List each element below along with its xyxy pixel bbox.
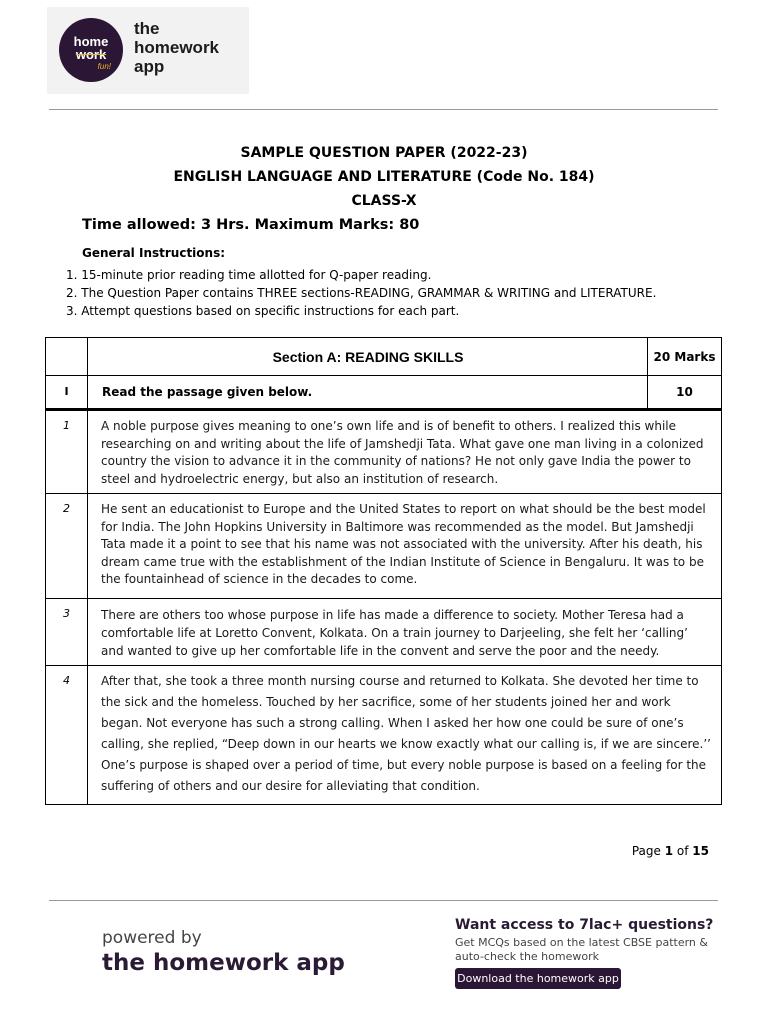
page-prefix: Page	[631, 844, 665, 858]
time-and-marks: Time allowed: 3 Hrs. Maximum Marks: 80	[82, 217, 420, 233]
footer-divider	[49, 900, 718, 901]
page-number	[632, 844, 709, 858]
paragraph-text: A noble purpose gives meaning to one’s own life and is of benefit to others. I realized this while researching on and writing about the life of Jamshedji Tata. What gave one man living in a colonized country the vision to advance it in the community of nations? He not only gave India the power to steel and hydroelectric energy, but also an institution of research.	[101, 419, 704, 486]
passage-row	[45, 599, 722, 666]
logo-line2: work	[75, 47, 107, 62]
paragraph-number: 2	[46, 494, 88, 598]
instruction-item: 2. The Question Paper contains THREE sections-READING, GRAMMAR & WRITING and LITERATURE.	[66, 286, 657, 300]
paper-class: CLASS-X	[351, 193, 417, 209]
page-of: of	[673, 844, 693, 858]
powered-by-label: powered by	[102, 928, 202, 948]
header-logo-box	[47, 7, 249, 94]
logo-line1: home	[73, 34, 109, 49]
paragraph-number: 4	[46, 666, 88, 804]
passage-row	[45, 666, 722, 805]
download-app-button[interactable]: Download the homework app	[455, 968, 621, 989]
section-marks: 20 Marks	[647, 338, 721, 375]
instructions-list	[66, 266, 656, 320]
paper-title: SAMPLE QUESTION PAPER (2022-23)	[240, 145, 528, 161]
instruction-item: 3. Attempt questions based on specific instructions for each part.	[66, 304, 460, 318]
paragraph-text: There are others too whose purpose in life has made a difference to society. Mother Teresa had a comfortable life at Loretto Convent, Kolkata. On a train journey to Darjeeling, she felt her ‘calling’ and wanted to give up her comfortable life in the convent and serve the poor and the needy.	[101, 608, 688, 658]
paragraph-number: 1	[46, 411, 88, 493]
question-number: I	[46, 376, 88, 408]
header-divider	[49, 109, 718, 110]
general-instructions-heading: General Instructions:	[82, 246, 226, 260]
blank-cell	[46, 338, 88, 375]
page-current: 1	[664, 844, 674, 858]
homework-logo-icon	[59, 18, 123, 82]
passage-row	[45, 409, 722, 494]
question-row	[45, 376, 722, 409]
section-header-row	[45, 337, 722, 376]
question-table	[45, 337, 722, 805]
paragraph-number: 3	[46, 599, 88, 665]
brand-name: the homework app	[134, 19, 220, 76]
paragraph-text: He sent an educationist to Europe and the United States to report on what should be the best model for India. The John Hopkins University in Baltimore was recommended as the model. But Jamshedji Tata made it a point to see that his name was not associated with the university. After his death, his dream came true with the establishment of the Indian Institute of Science in Bengaluru. It was to be the fountainhead of science in the decades to come.	[101, 502, 706, 586]
question-marks: 10	[647, 376, 721, 408]
promo-title: Want access to 7lac+ questions?	[455, 917, 714, 933]
passage-row	[45, 494, 722, 599]
logo-line3: fun!	[97, 62, 111, 71]
paragraph-text: After that, she took a three month nursing course and returned to Kolkata. She devoted her time to the sick and the homeless. Touched by her sacrifice, some of her students joined her and work began. Not everyone has such a strong calling. When I asked her how one could be sure of one’s calling, she replied, “Deep down in our hearts we know exactly what our calling is, if we are sincere.’’ One’s purpose is shaped over a period of time, but every noble purpose is based on a feeling for the suffering of others and our desire for alleviating that condition.	[101, 674, 711, 793]
section-title: Section A: READING SKILLS	[272, 348, 464, 365]
question-title: Read the passage given below.	[102, 385, 313, 399]
paper-subject: ENGLISH LANGUAGE AND LITERATURE (Code No. 184)	[173, 169, 595, 185]
instruction-item: 1. 15-minute prior reading time allotted for Q-paper reading.	[66, 268, 432, 282]
footer-brand: the homework app	[102, 950, 345, 976]
page-total: 15	[692, 844, 709, 858]
promo-subtitle: Get MCQs based on the latest CBSE pattern & auto-check the homework	[455, 936, 708, 963]
